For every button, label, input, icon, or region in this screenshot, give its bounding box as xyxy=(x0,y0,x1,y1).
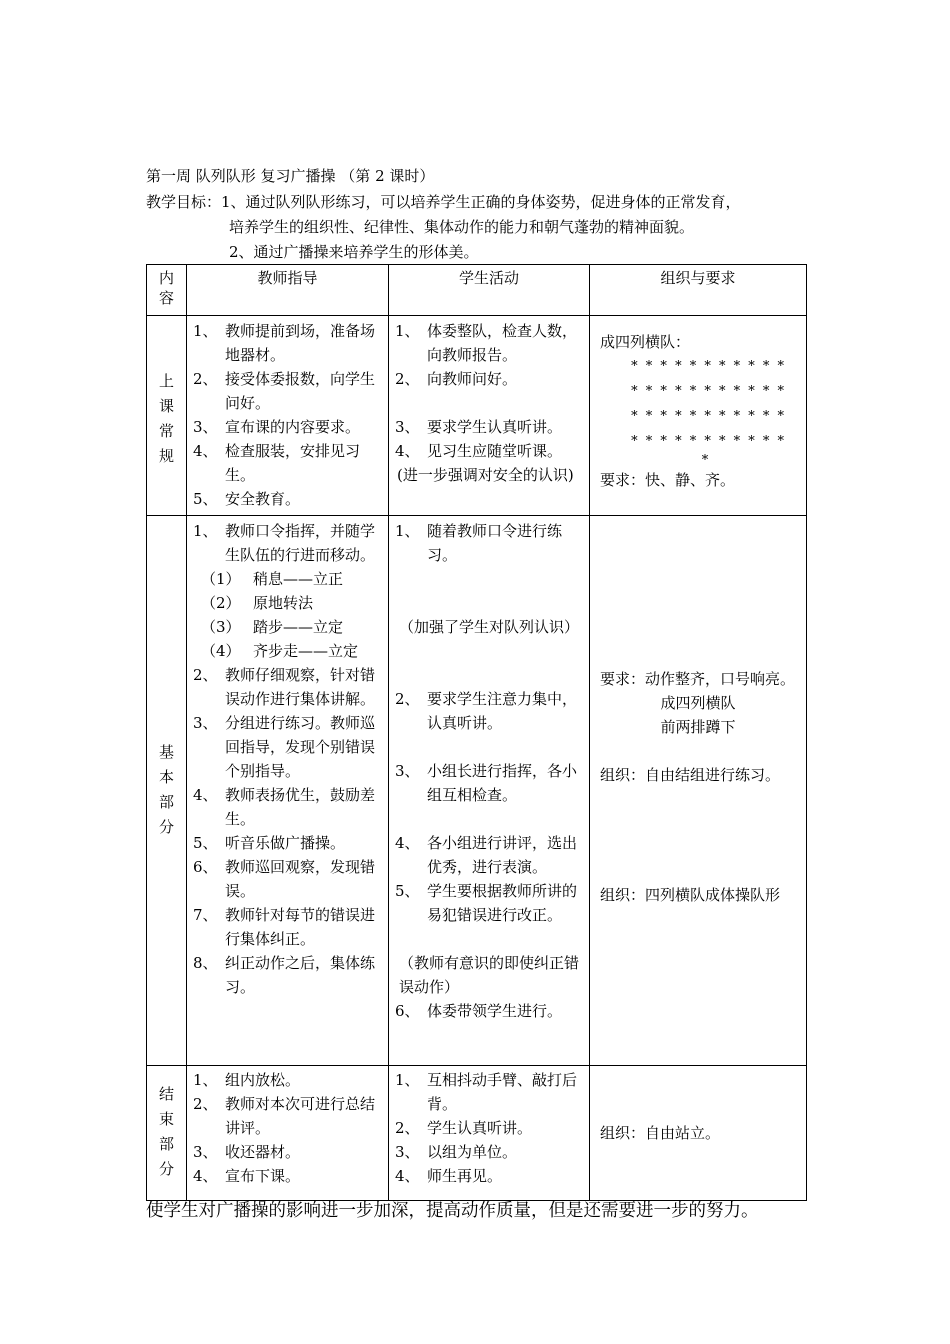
header-content-top: 内 xyxy=(158,269,174,287)
n-element: 4、 xyxy=(395,442,420,460)
t-element: 听音乐做广播操。 xyxy=(225,834,346,852)
teacher-cell xyxy=(187,316,389,516)
n-element: 1、 xyxy=(193,322,218,340)
list-item xyxy=(389,1164,589,1188)
span-element: 原地转法 xyxy=(253,594,314,612)
div-element: 常 xyxy=(158,422,174,440)
n-element: 5、 xyxy=(193,490,218,508)
n-element: 1、 xyxy=(395,322,420,340)
list-item xyxy=(389,879,589,927)
list-item xyxy=(389,831,589,879)
gap-element xyxy=(389,391,589,415)
list-item xyxy=(187,1092,388,1140)
list-item xyxy=(187,663,388,711)
student-cell xyxy=(389,516,590,1066)
student-note: （加强了学生对队列认识） xyxy=(399,618,580,636)
organization-cell xyxy=(590,316,807,516)
student-note: （教师有意识的即使纠正错误动作） xyxy=(399,954,580,996)
t-element: 检查服装，安排见习生。 xyxy=(225,442,361,484)
t-element: 纠正动作之后，集体练习。 xyxy=(225,954,376,996)
list-item xyxy=(389,687,589,735)
section-row-class-routine xyxy=(147,316,807,516)
n-element: 6、 xyxy=(395,1002,420,1020)
section-row-closing-part xyxy=(147,1066,807,1201)
list-item xyxy=(389,999,589,1023)
list-item xyxy=(389,319,589,367)
t-element: 体委带领学生进行。 xyxy=(427,1002,563,1020)
organization-exercise: 组织：四列横队成体操队形 xyxy=(600,886,781,904)
t-element: 要求学生注意力集中，认真听讲。 xyxy=(427,690,578,732)
gap-element xyxy=(389,735,589,759)
sub-item xyxy=(187,639,388,663)
span-element: 稍息——立正 xyxy=(253,570,344,588)
gap-element xyxy=(590,739,806,763)
star-row: * * * * * * * * * * * xyxy=(631,409,786,424)
t-element: 体委整队，检查人数，向教师报告。 xyxy=(427,322,578,364)
gap-element xyxy=(590,835,806,859)
t-element: 收还器材。 xyxy=(225,1143,301,1161)
formation-diagram xyxy=(590,354,806,468)
lesson-title: 第一周 队列队形 复习广播操 （第 2 课时） xyxy=(146,167,435,185)
organization-closing: 组织：自由站立。 xyxy=(600,1124,721,1142)
t-element: 要求学生认真听讲。 xyxy=(427,418,563,436)
n-element: 2、 xyxy=(395,370,420,388)
list-item xyxy=(187,711,388,783)
t-element: 向教师问好。 xyxy=(427,370,518,388)
t-element: 安全教育。 xyxy=(225,490,301,508)
t-element: 宣布课的内容要求。 xyxy=(225,418,361,436)
div-element: 结 xyxy=(158,1085,174,1103)
t-element: 教师巡回观察，发现错误。 xyxy=(225,858,376,900)
teacher-cell xyxy=(187,516,389,1066)
summary-reflection: 使学生对广播操的影响进一步加深，提高动作质量，但是还需要进一步的努力。 xyxy=(146,1201,759,1221)
list-item xyxy=(187,319,388,367)
div-element: 分 xyxy=(158,818,174,836)
n-element: 7、 xyxy=(193,906,218,924)
gap-element xyxy=(389,591,589,615)
section-row-main-part xyxy=(147,516,807,1066)
lesson-plan-table xyxy=(146,264,807,1201)
list-item xyxy=(187,487,388,511)
section-label xyxy=(147,1066,187,1201)
n-element: 3、 xyxy=(395,418,420,436)
student-cell xyxy=(389,1066,590,1201)
teaching-goal-1: 教学目标：1、通过队列队形练习，可以培养学生正确的身体姿势，促进身体的正常发育， xyxy=(146,193,741,211)
t-element: 教师口令指挥，并随学生队伍的行进而移动。 xyxy=(225,522,376,564)
list-item xyxy=(187,1164,388,1188)
formation-requirement: 要求：快、静、齐。 xyxy=(600,471,736,489)
n-element: 1、 xyxy=(193,1071,218,1089)
div-element: 上 xyxy=(158,372,174,390)
gap-element xyxy=(590,811,806,835)
n-element: 3、 xyxy=(193,1143,218,1161)
list-item xyxy=(187,439,388,487)
list-item xyxy=(187,783,388,831)
header-student xyxy=(389,265,590,316)
h-element: 学生活动 xyxy=(458,269,519,287)
gap-element xyxy=(590,787,806,811)
t-element: 互相抖动手臂、敲打后背。 xyxy=(427,1071,578,1113)
sub-item xyxy=(187,615,388,639)
t-element: 接受体委报数，向学生问好。 xyxy=(225,370,376,412)
div-element: 部 xyxy=(158,1135,174,1153)
star-single: * xyxy=(701,453,709,468)
t-element: 小组长进行指挥，各小组互相检查。 xyxy=(427,762,578,804)
list-item xyxy=(187,831,388,855)
header-teacher xyxy=(187,265,389,316)
span-element: 踏步——立定 xyxy=(253,618,344,636)
teaching-goal-2: 2、通过广播操来培养学生的形体美。 xyxy=(229,243,479,261)
list-item xyxy=(187,367,388,415)
n-element: 2、 xyxy=(193,1095,218,1113)
gap-element xyxy=(389,663,589,687)
list-item xyxy=(187,1068,388,1092)
n-element: 5、 xyxy=(193,834,218,852)
div-element: 基 xyxy=(158,743,174,761)
n-element: 2、 xyxy=(395,690,420,708)
t-element: 教师表扬优生，鼓励差生。 xyxy=(225,786,376,828)
h-element: 教师指导 xyxy=(257,269,318,287)
list-item xyxy=(187,1140,388,1164)
section-label xyxy=(147,516,187,1066)
list-item xyxy=(389,1140,589,1164)
sub-item xyxy=(187,591,388,615)
n-element: 8、 xyxy=(193,954,218,972)
t-element: 见习生应随堂听课。 xyxy=(427,442,563,460)
n-element: （3） xyxy=(201,618,241,636)
gap-element xyxy=(389,639,589,663)
list-item xyxy=(389,415,589,439)
n-element: （4） xyxy=(201,642,241,660)
formation-title: 成四列横队： xyxy=(600,333,691,351)
n-element: 2、 xyxy=(193,666,218,684)
t-element: 组内放松。 xyxy=(225,1071,301,1089)
list-item xyxy=(389,1068,589,1116)
student-cell xyxy=(389,316,590,516)
n-element: 4、 xyxy=(193,442,218,460)
n-element: 3、 xyxy=(395,762,420,780)
organization-formation: 成四列横队 xyxy=(660,694,736,712)
t-element: 分组进行练习。教师巡回指导，发现个别错误个别指导。 xyxy=(225,714,376,780)
star-row: * * * * * * * * * * * xyxy=(631,384,786,399)
organization-requirement: 要求：动作整齐，口号响亮。 xyxy=(600,670,796,688)
student-note: (进一步强调对安全的认识) xyxy=(397,466,574,484)
div-element: 课 xyxy=(158,397,174,415)
list-item xyxy=(187,519,388,567)
n-element: 4、 xyxy=(193,1167,218,1185)
div-element: 部 xyxy=(158,793,174,811)
teacher-cell xyxy=(187,1066,389,1201)
list-item xyxy=(389,759,589,807)
div-element: 束 xyxy=(158,1110,174,1128)
n-element: 3、 xyxy=(193,714,218,732)
organization-cell xyxy=(590,1066,807,1201)
gap-element xyxy=(389,927,589,951)
list-item xyxy=(389,519,589,567)
gap-element xyxy=(590,859,806,883)
n-element: （2） xyxy=(201,594,241,612)
list-item xyxy=(389,367,589,391)
n-element: 2、 xyxy=(193,370,218,388)
organization-cell xyxy=(590,516,807,1066)
section-label xyxy=(147,316,187,516)
gap-element xyxy=(389,567,589,591)
n-element: 3、 xyxy=(395,1143,420,1161)
n-element: 3、 xyxy=(193,418,218,436)
t-element: 学生要根据教师所讲的易犯错误进行改正。 xyxy=(427,882,578,924)
t-element: 宣布下课。 xyxy=(225,1167,301,1185)
list-item xyxy=(389,439,589,463)
n-element: 1、 xyxy=(395,1071,420,1089)
organization-group: 组织：自由结组进行练习。 xyxy=(600,766,781,784)
list-item xyxy=(187,855,388,903)
n-element: 2、 xyxy=(395,1119,420,1137)
list-item xyxy=(187,415,388,439)
t-element: 各小组进行讲评，选出优秀，进行表演。 xyxy=(427,834,578,876)
span-element: 齐步走——立定 xyxy=(253,642,359,660)
n-element: 1、 xyxy=(193,522,218,540)
header-content-bottom: 容 xyxy=(158,289,174,307)
n-element: 5、 xyxy=(395,882,420,900)
vlabel-element xyxy=(147,516,186,840)
t-element: 随着教师口令进行练习。 xyxy=(427,522,563,564)
t-element: 以组为单位。 xyxy=(427,1143,518,1161)
t-element: 学生认真听讲。 xyxy=(427,1119,533,1137)
n-element: 6、 xyxy=(193,858,218,876)
n-element: 1、 xyxy=(395,522,420,540)
vlabel-element xyxy=(147,1066,186,1182)
header-organization xyxy=(590,265,807,316)
list-item xyxy=(187,903,388,951)
star-row: * * * * * * * * * * * xyxy=(631,434,786,449)
t-element: 教师针对每节的错误进行集体纠正。 xyxy=(225,906,376,948)
div-element: 本 xyxy=(158,768,174,786)
n-element: （1） xyxy=(201,570,241,588)
n-element: 4、 xyxy=(193,786,218,804)
list-item xyxy=(187,951,388,999)
star-row: * * * * * * * * * * * xyxy=(631,359,786,374)
organization-formation-note: 前两排蹲下 xyxy=(660,718,736,736)
table-header-row xyxy=(147,265,807,316)
tbody-element xyxy=(147,265,807,1201)
n-element: 4、 xyxy=(395,834,420,852)
div-element: 规 xyxy=(158,447,174,465)
t-element: 教师仔细观察，针对错误动作进行集体讲解。 xyxy=(225,666,376,708)
div-element: 分 xyxy=(158,1160,174,1178)
t-element: 教师提前到场，准备场地器材。 xyxy=(225,322,376,364)
gap-element xyxy=(389,807,589,831)
n-element: 4、 xyxy=(395,1167,420,1185)
teaching-goal-1-continued: 培养学生的组织性、纪律性、集体动作的能力和朝气蓬勃的精神面貌。 xyxy=(229,218,695,236)
vlabel-element xyxy=(147,316,186,469)
sub-item xyxy=(187,567,388,591)
t-element: 教师对本次可进行总结讲评。 xyxy=(225,1095,376,1137)
h-element: 组织与要求 xyxy=(660,269,736,287)
t-element: 师生再见。 xyxy=(427,1167,503,1185)
list-item xyxy=(389,1116,589,1140)
header-content xyxy=(147,265,187,316)
